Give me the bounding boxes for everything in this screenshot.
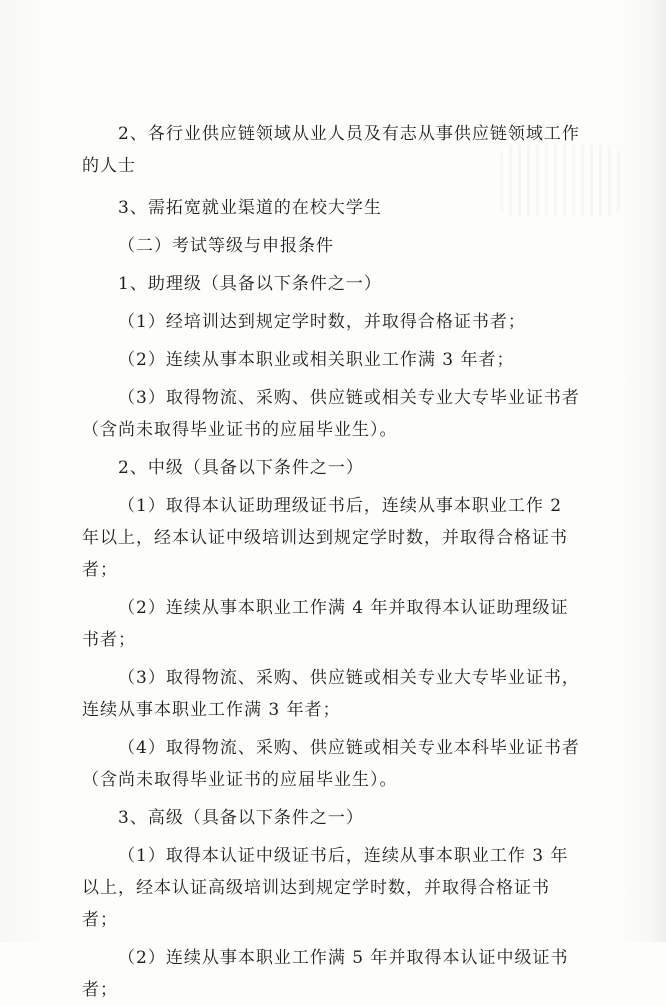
senior-condition-1: （1）取得本认证中级证书后，连续从事本职业工作 3 年以上，经本认证高级培训达到规定学时数，并取得合格证书者； bbox=[82, 846, 569, 930]
paragraph-industry-personnel: 2、各行业供应链领域从业人员及有志从事供应链领域工作的人士 bbox=[82, 124, 580, 176]
senior-condition-2: （2）连续从事本职业工作满 5 年并取得本认证中级证书者； bbox=[82, 948, 569, 1000]
assistant-condition-2: （2）连续从事本职业或相关职业工作满 3 年者； bbox=[118, 350, 515, 370]
intermediate-condition-1: （1）取得本认证助理级证书后，连续从事本职业工作 2 年以上，经本认证中级培训达到规定学时数，并取得合格证书者； bbox=[82, 496, 568, 580]
level-heading-intermediate: 2、中级（具备以下条件之一） bbox=[118, 458, 364, 478]
assistant-condition-3: （3）取得物流、采购、供应链或相关专业大专毕业证书者（含尚未取得毕业证书的应届毕业生）。 bbox=[82, 388, 580, 440]
paragraph-college-students: 3、需拓宽就业渠道的在校大学生 bbox=[118, 198, 382, 218]
spacer bbox=[82, 182, 582, 192]
intermediate-condition-2: （2）连续从事本职业工作满 4 年并取得本认证助理级证书者； bbox=[82, 598, 569, 650]
document-body bbox=[82, 118, 582, 1006]
intermediate-condition-3: （3）取得物流、采购、供应链或相关专业大专毕业证书，连续从事本职业工作满 3 年者； bbox=[82, 668, 580, 720]
page-edge-shadow bbox=[648, 0, 666, 942]
section-heading-exam-levels: （二）考试等级与申报条件 bbox=[118, 236, 334, 256]
assistant-condition-1: （1）经培训达到规定学时数，并取得合格证书者； bbox=[118, 312, 526, 332]
level-heading-assistant: 1、助理级（具备以下条件之一） bbox=[118, 274, 382, 294]
intermediate-condition-4: （4）取得物流、采购、供应链或相关专业本科毕业证书者（含尚未取得毕业证书的应届毕业生）。 bbox=[82, 738, 580, 790]
level-heading-senior: 3、高级（具备以下条件之一） bbox=[118, 808, 364, 828]
